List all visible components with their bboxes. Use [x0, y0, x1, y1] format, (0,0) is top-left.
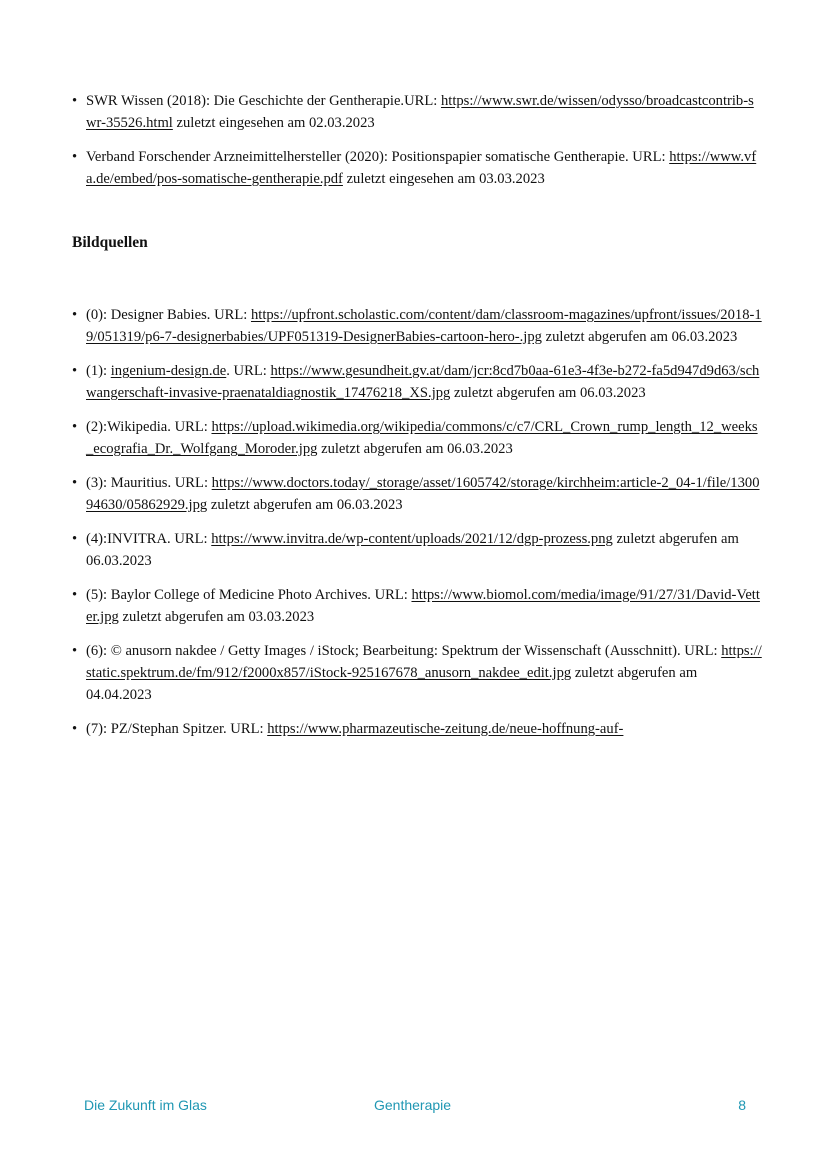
list-item — [72, 718, 762, 740]
reference-link[interactable]: https://www.swr.de/wissen/odysso/broadcastcontrib-swr-35526.html — [86, 93, 754, 131]
source-link[interactable]: https://static.spektrum.de/fm/912/f2000x857/iStock-925167678_anusorn_nakdee_edit.jpg — [86, 643, 762, 681]
reference-link[interactable]: https://www.vfa.de/embed/pos-somatische-gentherapie.pdf — [86, 149, 757, 187]
source-text: (3): Mauritius. URL: — [86, 475, 212, 491]
source-text: (5): Baylor College of Medicine Photo Archives. URL: — [86, 587, 412, 603]
source-link[interactable]: https://www.doctors.today/_storage/asset/1605742/storage/kirchheim:article-2_04-1/file/130094630/05862929.jpg — [86, 475, 760, 513]
list-item — [72, 640, 762, 706]
source-link[interactable]: https://www.invitra.de/wp-content/uploads/2021/12/dgp-prozess.png — [211, 531, 613, 547]
access-date-text: zuletzt eingesehen am 03.03.2023 — [342, 171, 545, 187]
access-date-text: zuletzt abgerufen am 06.03.2023 — [541, 329, 738, 345]
source-text: (6): © anusorn nakdee / Getty Images / iStock; Bearbeitung: Spektrum der Wissenschaft (Ausschnitt). URL: — [86, 643, 722, 659]
source-text: (0): Designer Babies. URL: — [86, 307, 251, 323]
access-date-text: zuletzt abgerufen am 06.03.2023 — [207, 497, 403, 513]
footer-chapter-title: Gentherapie — [374, 1097, 452, 1113]
reference-list — [72, 90, 762, 190]
access-date-text: zuletzt abgerufen am 06.03.2023 — [86, 531, 739, 569]
source-link[interactable]: https://www.gesundheit.gv.at/dam/jcr:8cd7b0aa-61e3-4f3e-b272-fa5d947d9d63/schwangerschaft-invasive-praenataldiagnostik_17476218_XS.jpg — [86, 363, 760, 401]
list-item — [72, 584, 762, 628]
list-item — [72, 146, 762, 190]
source-text: . URL: — [226, 363, 271, 379]
page-footer — [84, 1097, 746, 1117]
source-text: (4):INVITRA. URL: — [86, 531, 212, 547]
list-item — [72, 528, 762, 572]
access-date-text: zuletzt abgerufen am 06.03.2023 — [317, 441, 513, 457]
source-text: (1): — [86, 363, 111, 379]
access-date-text: zuletzt abgerufen am 04.04.2023 — [86, 665, 698, 703]
list-item — [72, 360, 762, 404]
list-item — [72, 304, 762, 348]
access-date-text: zuletzt eingesehen am 02.03.2023 — [172, 115, 375, 131]
source-site-link[interactable]: ingenium-design.de — [110, 363, 227, 379]
source-link[interactable]: https://upload.wikimedia.org/wikipedia/commons/c/c7/CRL_Crown_rump_length_12_weeks_ecografia_Dr._Wolfgang_Moroder.jpg — [86, 419, 758, 457]
reference-text: Verband Forschender Arzneimittelhersteller (2020): Positionspapier somatische Gentherapie. URL: — [86, 149, 670, 165]
list-item — [72, 416, 762, 460]
page-number: 8 — [738, 1097, 746, 1113]
access-date-text: zuletzt abgerufen am 06.03.2023 — [450, 385, 646, 401]
footer-document-title: Die Zukunft im Glas — [84, 1097, 207, 1113]
section-heading-bildquellen: Bildquellen — [72, 234, 148, 251]
source-text: (2):Wikipedia. URL: — [86, 419, 212, 435]
source-link[interactable]: https://www.pharmazeutische-zeitung.de/neue-hoffnung-auf- — [267, 721, 624, 737]
source-text: (7): PZ/Stephan Spitzer. URL: — [86, 721, 268, 737]
list-item — [72, 90, 762, 134]
image-source-list — [72, 304, 762, 740]
source-link[interactable]: https://upfront.scholastic.com/content/dam/classroom-magazines/upfront/issues/2018-19/051319/p6-7-designerbabies/UPF051319-DesignerBabies-cartoon-hero-.jpg — [86, 307, 762, 345]
list-item — [72, 472, 762, 516]
source-link[interactable]: https://www.biomol.com/media/image/91/27/31/David-Vetter.jpg — [86, 587, 760, 625]
reference-text: SWR Wissen (2018): Die Geschichte der Gentherapie.URL: — [86, 93, 441, 109]
access-date-text: zuletzt abgerufen am 03.03.2023 — [118, 609, 315, 625]
